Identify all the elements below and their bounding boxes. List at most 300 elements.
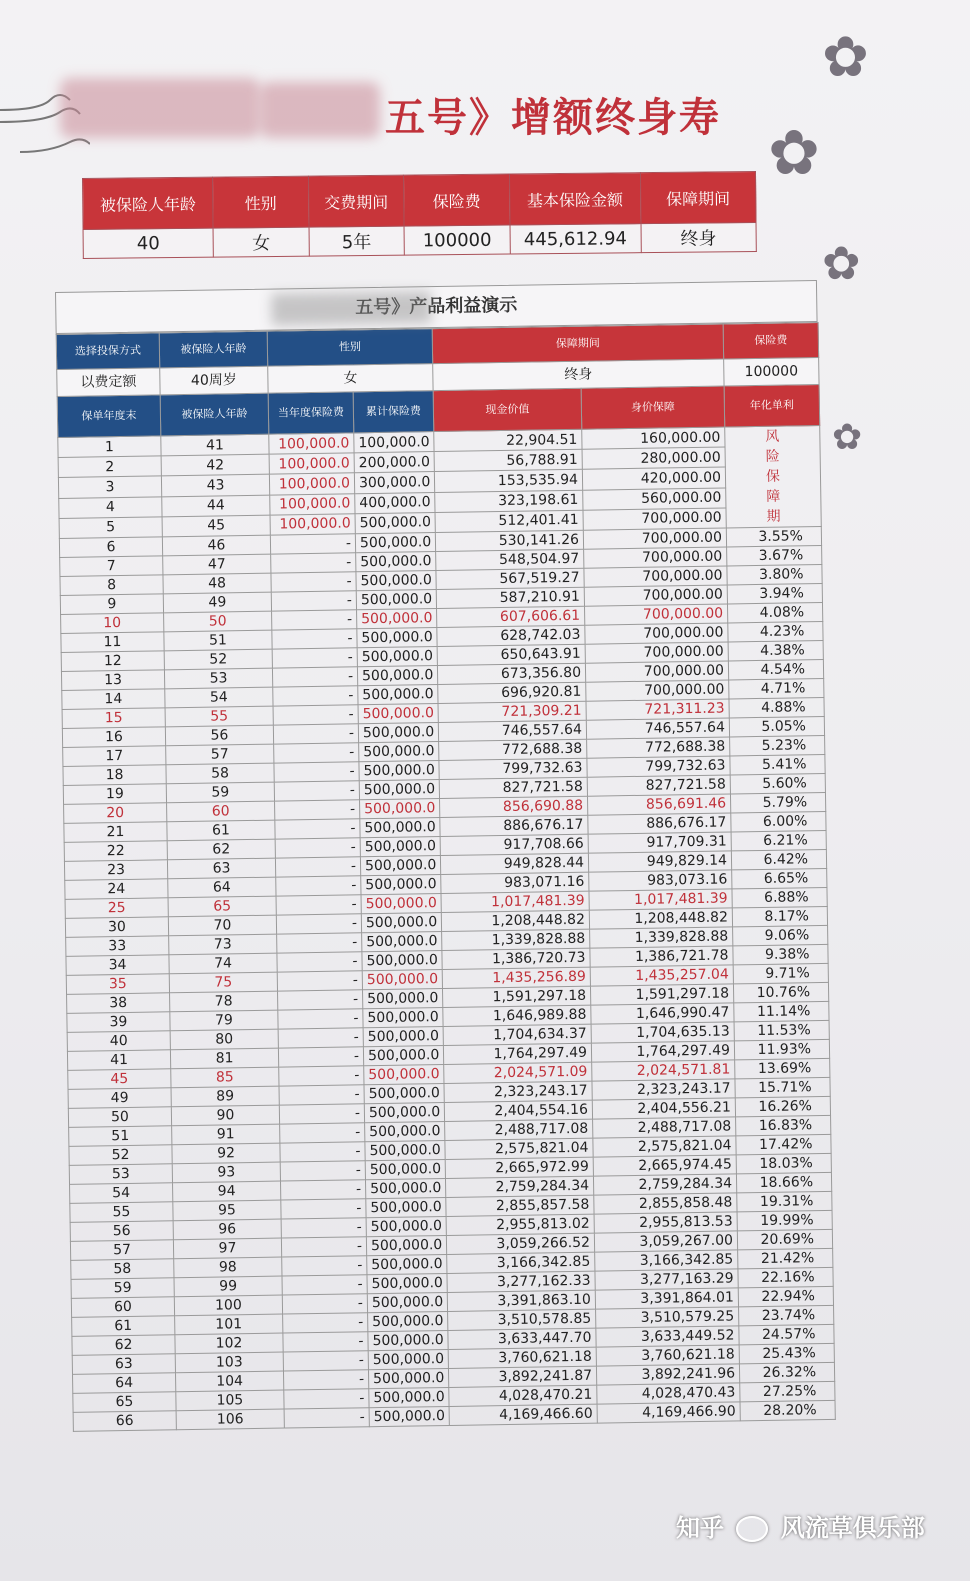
death-benefit-cell: 700,000.00 <box>584 547 727 568</box>
annual-premium-cell: - <box>279 1104 364 1124</box>
header-method: 选择投保方式 <box>56 333 160 370</box>
insured-age-cell: 73 <box>169 934 277 955</box>
cumulative-premium-cell: 500,000.0 <box>359 761 439 781</box>
cash-value-cell: 3,277,162.33 <box>447 1271 595 1292</box>
death-benefit-cell: 280,000.00 <box>582 447 725 469</box>
cash-value-cell: 721,309.21 <box>438 701 586 722</box>
death-benefit-cell: 1,386,721.78 <box>590 946 733 967</box>
death-benefit-cell: 160,000.00 <box>582 427 725 449</box>
cash-value-cell: 2,404,554.16 <box>444 1100 592 1121</box>
policy-year-cell: 25 <box>65 898 168 919</box>
insured-age-cell: 75 <box>169 972 277 993</box>
cash-value-cell: 827,721.58 <box>439 777 587 798</box>
annual-rate-cell: 3.55% <box>726 526 821 546</box>
death-benefit-cell: 1,208,448.82 <box>589 908 732 929</box>
insured-age-cell: 53 <box>164 668 272 689</box>
annual-premium-cell: - <box>279 1085 364 1105</box>
cash-value-cell: 2,488,717.08 <box>445 1119 593 1140</box>
insured-age-cell: 98 <box>174 1257 282 1278</box>
cumulative-premium-cell: 500,000.0 <box>367 1254 447 1274</box>
policy-year-cell: 41 <box>67 1050 170 1071</box>
insured-age-cell: 78 <box>170 991 278 1012</box>
summary-coverage: 终身 <box>641 222 757 252</box>
summary-sum-insured: 445,612.94 <box>510 224 641 254</box>
cumulative-premium-cell: 500,000.0 <box>368 1349 448 1369</box>
policy-year-cell: 49 <box>68 1088 171 1109</box>
cumulative-premium-cell: 500,000.0 <box>357 666 437 686</box>
death-benefit-cell: 1,764,297.49 <box>591 1041 734 1062</box>
cash-value-cell: 587,210.91 <box>436 587 584 608</box>
summary-header-gender: 性别 <box>213 176 309 228</box>
cumulative-premium-cell: 500,000.0 <box>357 628 437 648</box>
annual-rate-cell: 11.14% <box>734 1001 829 1021</box>
col-header-age: 被保险人年龄 <box>160 393 269 436</box>
annual-rate-cell: 3.80% <box>727 564 822 584</box>
insured-age-cell: 63 <box>167 858 275 879</box>
cumulative-premium-cell: 100,000.0 <box>354 432 434 453</box>
insured-age-cell: 55 <box>165 706 273 727</box>
header-insured-age: 被保险人年龄 <box>159 331 268 368</box>
annual-premium-cell: - <box>277 971 362 991</box>
death-benefit-cell: 886,676.17 <box>588 813 731 834</box>
annual-rate-cell: 6.88% <box>732 887 827 907</box>
policy-year-cell: 19 <box>63 784 166 805</box>
death-benefit-cell: 3,892,241.96 <box>596 1364 739 1385</box>
annual-rate-cell: 17.42% <box>736 1134 831 1154</box>
cumulative-premium-cell: 500,000.0 <box>361 894 441 914</box>
annual-premium-cell: - <box>280 1142 365 1162</box>
insured-age-cell: 45 <box>162 515 270 537</box>
annual-premium-cell: - <box>271 572 356 592</box>
redacted-area <box>60 78 260 138</box>
cumulative-premium-cell: 500,000.0 <box>362 951 442 971</box>
annual-rate-cell: 4.38% <box>728 640 823 660</box>
annual-rate-cell: 5.41% <box>730 754 825 774</box>
annual-rate-cell: 19.31% <box>737 1191 832 1211</box>
annual-premium-cell: - <box>276 914 361 934</box>
policy-year-cell: 21 <box>64 822 167 843</box>
death-benefit-cell: 827,721.58 <box>587 775 730 796</box>
insured-age-cell: 44 <box>162 495 270 517</box>
policy-year-cell: 51 <box>69 1126 172 1147</box>
death-benefit-cell: 917,709.31 <box>588 832 731 853</box>
col-header-cumulative-premium: 累计保险费 <box>353 391 434 433</box>
watermark <box>676 1508 925 1543</box>
insured-age-cell: 99 <box>174 1276 282 1297</box>
value-premium: 100000 <box>724 358 819 386</box>
summary-pay-period: 5年 <box>309 226 405 256</box>
annual-premium-cell: 100,000.0 <box>269 433 354 455</box>
insured-age-cell: 57 <box>166 744 274 765</box>
policy-year-cell: 62 <box>72 1335 175 1356</box>
flower-icon: ✿ <box>832 417 863 458</box>
death-benefit-cell: 2,759,284.34 <box>593 1174 736 1195</box>
cumulative-premium-cell: 500,000.0 <box>358 723 438 743</box>
annual-premium-cell: - <box>273 686 358 706</box>
annual-premium-cell: - <box>275 857 360 877</box>
death-benefit-cell: 1,646,990.47 <box>591 1003 734 1024</box>
policy-year-cell: 17 <box>63 746 166 767</box>
insured-age-cell: 50 <box>164 611 272 632</box>
annual-premium-cell: - <box>283 1370 368 1390</box>
cash-value-cell: 628,742.03 <box>437 625 585 646</box>
death-benefit-cell: 2,955,813.53 <box>594 1212 737 1233</box>
death-benefit-cell: 3,510,579.25 <box>596 1307 739 1328</box>
cumulative-premium-cell: 500,000.0 <box>363 1007 443 1027</box>
benefit-table <box>56 322 836 1432</box>
annual-rate-cell: 4.88% <box>729 697 824 717</box>
insured-age-cell: 79 <box>170 1010 278 1031</box>
policy-year-cell: 3 <box>58 476 161 498</box>
cash-value-cell: 673,356.80 <box>437 663 585 684</box>
death-benefit-cell: 700,000.00 <box>585 642 728 663</box>
death-benefit-cell: 1,339,828.88 <box>590 927 733 948</box>
cash-value-cell: 3,760,621.18 <box>448 1347 596 1368</box>
annual-premium-cell: - <box>272 648 357 668</box>
cumulative-premium-cell: 500,000.0 <box>364 1064 444 1084</box>
cumulative-premium-cell: 500,000.0 <box>360 856 440 876</box>
title-text: 五号》增额终身寿 <box>385 95 721 141</box>
cash-value-cell: 2,855,857.58 <box>446 1195 594 1216</box>
death-benefit-cell: 3,391,864.01 <box>595 1288 738 1309</box>
cumulative-premium-cell: 500,000.0 <box>362 932 442 952</box>
death-benefit-cell: 746,557.64 <box>586 718 729 739</box>
death-benefit-cell: 700,000.00 <box>585 661 728 682</box>
col-header-cash-value: 现金价值 <box>433 388 582 431</box>
policy-year-cell: 34 <box>66 955 169 976</box>
annual-rate-cell: 10.76% <box>733 982 828 1002</box>
header-coverage-period: 保障期间 <box>432 324 724 364</box>
cumulative-premium-cell: 500,000.0 <box>361 875 441 895</box>
cumulative-premium-cell: 500,000.0 <box>358 704 438 724</box>
col-header-annual-premium: 当年度保险费 <box>268 392 354 434</box>
insured-age-cell: 46 <box>162 535 270 556</box>
annual-rate-cell: 19.99% <box>737 1210 832 1230</box>
cumulative-premium-cell: 500,000.0 <box>363 1045 443 1065</box>
annual-premium-cell: 100,000.0 <box>269 473 354 495</box>
policy-year-cell: 11 <box>61 632 164 653</box>
cash-value-cell: 2,665,972.99 <box>445 1157 593 1178</box>
annual-rate-cell: 26.32% <box>739 1362 834 1382</box>
insured-age-cell: 80 <box>170 1029 278 1050</box>
cash-value-cell: 3,391,863.10 <box>447 1290 595 1311</box>
policy-year-cell: 12 <box>61 651 164 672</box>
policy-year-cell: 8 <box>60 575 163 596</box>
death-benefit-cell: 3,760,621.18 <box>596 1345 739 1366</box>
insured-age-cell: 65 <box>168 896 276 917</box>
cash-value-cell: 607,606.61 <box>437 606 585 627</box>
cumulative-premium-cell: 500,000.0 <box>367 1292 447 1312</box>
watermark-logo-icon <box>736 1516 768 1542</box>
death-benefit-cell: 4,169,466.90 <box>597 1402 740 1423</box>
benefit-illustration-sheet <box>55 280 835 1432</box>
summary-table <box>82 171 757 259</box>
summary-premium: 100000 <box>404 225 510 255</box>
policy-year-cell: 23 <box>64 860 167 881</box>
value-method: 以费定额 <box>57 368 160 397</box>
annual-premium-cell: - <box>275 819 360 839</box>
death-benefit-cell: 856,691.46 <box>587 794 730 815</box>
policy-year-cell: 10 <box>61 613 164 634</box>
cumulative-premium-cell: 500,000.0 <box>368 1311 448 1331</box>
death-benefit-cell: 772,688.38 <box>587 737 730 758</box>
summary-header-sum-insured: 基本保险金额 <box>509 173 640 225</box>
policy-year-cell: 64 <box>73 1373 176 1394</box>
annual-rate-cell: 5.05% <box>729 716 824 736</box>
cash-value-cell: 917,708.66 <box>440 834 588 855</box>
policy-year-cell: 30 <box>65 917 168 938</box>
annual-rate-cell: 4.08% <box>727 602 822 622</box>
annual-premium-cell: - <box>272 667 357 687</box>
insured-age-cell: 97 <box>173 1238 281 1259</box>
insured-age-cell: 81 <box>170 1048 278 1069</box>
death-benefit-cell: 2,575,821.04 <box>593 1136 736 1157</box>
cash-value-cell: 3,892,241.87 <box>448 1366 596 1387</box>
policy-year-cell: 66 <box>73 1411 176 1432</box>
cash-value-cell: 799,732.63 <box>439 758 587 779</box>
insured-age-cell: 89 <box>171 1086 279 1107</box>
insured-age-cell: 49 <box>163 592 271 613</box>
death-benefit-cell: 1,704,635.13 <box>591 1022 734 1043</box>
annual-rate-cell: 23.74% <box>739 1305 834 1325</box>
cash-value-cell: 3,633,447.70 <box>448 1328 596 1349</box>
cumulative-premium-cell: 500,000.0 <box>355 533 435 553</box>
annual-premium-cell: - <box>281 1218 366 1238</box>
redacted-area <box>271 291 431 326</box>
cash-value-cell: 512,401.41 <box>435 510 583 533</box>
policy-year-cell: 6 <box>59 537 162 558</box>
cash-value-cell: 1,386,720.73 <box>442 948 590 969</box>
annual-premium-cell: - <box>271 591 356 611</box>
insured-age-cell: 100 <box>174 1295 282 1316</box>
annual-rate-cell: 22.16% <box>738 1267 833 1287</box>
col-header-annual-rate: 年化单利 <box>724 385 820 427</box>
death-benefit-cell: 700,000.00 <box>585 623 728 644</box>
policy-year-cell: 40 <box>67 1031 170 1052</box>
annual-rate-cell: 4.23% <box>728 621 823 641</box>
death-benefit-cell: 4,028,470.43 <box>597 1383 740 1404</box>
policy-year-cell: 18 <box>63 765 166 786</box>
cumulative-premium-cell: 300,000.0 <box>354 472 434 493</box>
policy-year-cell: 9 <box>60 594 163 615</box>
annual-rate-cell: 3.94% <box>727 583 822 603</box>
annual-premium-cell: - <box>270 534 355 554</box>
annual-rate-cell: 6.21% <box>731 830 826 850</box>
annual-rate-cell: 18.03% <box>736 1153 831 1173</box>
summary-gender: 女 <box>213 227 309 257</box>
death-benefit-cell: 560,000.00 <box>583 488 726 510</box>
value-coverage-period: 终身 <box>433 359 724 391</box>
insured-age-cell: 41 <box>161 434 269 456</box>
policy-year-cell: 1 <box>58 436 161 458</box>
cumulative-premium-cell: 500,000.0 <box>357 647 437 667</box>
watermark-site: 知乎 <box>676 1514 724 1542</box>
annual-rate-cell: 16.83% <box>736 1115 831 1135</box>
cumulative-premium-cell: 500,000.0 <box>364 1083 444 1103</box>
death-benefit-cell: 799,732.63 <box>587 756 730 777</box>
annual-rate-cell: 11.93% <box>734 1039 829 1059</box>
watermark-author: 风流草俱乐部 <box>780 1514 925 1542</box>
insured-age-cell: 91 <box>172 1124 280 1145</box>
annual-premium-cell: - <box>281 1237 366 1257</box>
cash-value-cell: 3,059,266.52 <box>446 1233 594 1254</box>
annual-rate-cell: 5.60% <box>730 773 825 793</box>
sheet-title-text: 五号》产品利益演示 <box>355 294 518 319</box>
risk-period-text: 风险保障期 <box>765 428 781 525</box>
policy-year-cell: 59 <box>71 1278 174 1299</box>
annual-rate-cell: 24.57% <box>739 1324 834 1344</box>
annual-premium-cell: - <box>282 1256 367 1276</box>
policy-year-cell: 35 <box>66 974 169 995</box>
annual-premium-cell: - <box>273 705 358 725</box>
cumulative-premium-cell: 500,000.0 <box>357 609 437 629</box>
annual-premium-cell: - <box>279 1066 364 1086</box>
cash-value-cell: 323,198.61 <box>435 490 583 513</box>
cash-value-cell: 2,575,821.04 <box>445 1138 593 1159</box>
cash-value-cell: 696,920.81 <box>438 682 586 703</box>
policy-year-cell: 56 <box>70 1221 173 1242</box>
cumulative-premium-cell: 500,000.0 <box>362 988 442 1008</box>
cumulative-premium-cell: 400,000.0 <box>355 492 435 513</box>
cash-value-cell: 983,071.16 <box>441 872 589 893</box>
insured-age-cell: 106 <box>176 1409 284 1430</box>
death-benefit-cell: 700,000.00 <box>586 680 729 701</box>
cash-value-cell: 1,208,448.82 <box>441 910 589 931</box>
cumulative-premium-cell: 500,000.0 <box>366 1235 446 1255</box>
death-benefit-cell: 700,000.00 <box>583 528 726 549</box>
cash-value-cell: 856,690.88 <box>440 796 588 817</box>
policy-year-cell: 58 <box>71 1259 174 1280</box>
cumulative-premium-cell: 500,000.0 <box>364 1102 444 1122</box>
policy-year-cell: 5 <box>59 517 162 539</box>
cumulative-premium-cell: 500,000.0 <box>367 1273 447 1293</box>
policy-year-cell: 52 <box>69 1145 172 1166</box>
policy-year-cell: 16 <box>62 727 165 748</box>
annual-premium-cell: - <box>276 876 361 896</box>
insured-age-cell: 52 <box>164 649 272 670</box>
summary-age: 40 <box>83 228 214 258</box>
policy-year-cell: 54 <box>70 1183 173 1204</box>
annual-rate-cell: 6.65% <box>732 868 827 888</box>
policy-year-cell: 63 <box>72 1354 175 1375</box>
annual-premium-cell: - <box>283 1313 368 1333</box>
insured-age-cell: 105 <box>176 1390 284 1411</box>
cumulative-premium-cell: 500,000.0 <box>355 512 435 534</box>
insured-age-cell: 70 <box>168 915 276 936</box>
death-benefit-cell: 2,024,571.81 <box>592 1060 735 1081</box>
insured-age-cell: 104 <box>175 1371 283 1392</box>
death-benefit-cell: 3,277,163.29 <box>595 1269 738 1290</box>
cumulative-premium-cell: 500,000.0 <box>362 970 442 990</box>
insured-age-cell: 58 <box>166 763 274 784</box>
death-benefit-cell: 3,059,267.00 <box>594 1231 737 1252</box>
death-benefit-cell: 1,435,257.04 <box>590 965 733 986</box>
death-benefit-cell: 2,488,717.08 <box>593 1117 736 1138</box>
death-benefit-cell: 1,591,297.18 <box>590 984 733 1005</box>
value-age: 40周岁 <box>160 366 268 395</box>
annual-rate-cell: 8.17% <box>732 906 827 926</box>
cumulative-premium-cell: 500,000.0 <box>366 1216 446 1236</box>
annual-premium-cell: - <box>282 1275 367 1295</box>
summary-header-age: 被保险人年龄 <box>83 177 214 229</box>
flower-icon: ✿ <box>822 25 869 90</box>
annual-rate-cell: 9.06% <box>733 925 828 945</box>
cumulative-premium-cell: 500,000.0 <box>356 571 436 591</box>
col-header-year: 保单年度末 <box>57 395 161 438</box>
insured-age-cell: 74 <box>169 953 277 974</box>
cash-value-cell: 567,519.27 <box>436 568 584 589</box>
annual-rate-cell: 21.42% <box>738 1248 833 1268</box>
death-benefit-cell: 700,000.00 <box>583 508 726 530</box>
cumulative-premium-cell: 500,000.0 <box>359 780 439 800</box>
cash-value-cell: 548,504.97 <box>436 549 584 570</box>
insured-age-cell: 61 <box>167 820 275 841</box>
insured-age-cell: 54 <box>165 687 273 708</box>
header-gender: 性别 <box>267 329 433 367</box>
policy-year-cell: 55 <box>70 1202 173 1223</box>
cash-value-cell: 4,169,466.60 <box>449 1404 597 1425</box>
cash-value-cell: 949,828.44 <box>440 853 588 874</box>
value-gender: 女 <box>268 364 433 394</box>
cumulative-premium-cell: 500,000.0 <box>365 1140 445 1160</box>
death-benefit-cell: 2,323,243.17 <box>592 1079 735 1100</box>
annual-premium-cell: - <box>277 933 362 953</box>
annual-rate-cell: 16.26% <box>735 1096 830 1116</box>
annual-premium-cell: - <box>272 629 357 649</box>
cash-value-cell: 2,955,813.02 <box>446 1214 594 1235</box>
insured-age-cell: 60 <box>167 801 275 822</box>
annual-premium-cell: - <box>278 990 363 1010</box>
cash-value-cell: 530,141.26 <box>435 530 583 551</box>
policy-year-cell: 61 <box>72 1316 175 1337</box>
policy-year-cell: 4 <box>59 496 162 518</box>
redacted-area <box>260 82 380 138</box>
cash-value-cell: 3,166,342.85 <box>447 1252 595 1273</box>
insured-age-cell: 95 <box>173 1200 281 1221</box>
cumulative-premium-cell: 500,000.0 <box>360 837 440 857</box>
annual-premium-cell: - <box>282 1294 367 1314</box>
policy-year-cell: 15 <box>62 708 165 729</box>
policy-year-cell: 20 <box>64 803 167 824</box>
annual-rate-cell: 27.25% <box>740 1381 835 1401</box>
annual-rate-cell: 13.69% <box>735 1058 830 1078</box>
insured-age-cell: 85 <box>171 1067 279 1088</box>
cash-value-cell: 746,557.64 <box>438 720 586 741</box>
annual-rate-cell: 5.23% <box>730 735 825 755</box>
insured-age-cell: 43 <box>161 475 269 497</box>
cash-value-cell: 2,323,243.17 <box>444 1081 592 1102</box>
annual-premium-cell: - <box>275 800 360 820</box>
annual-premium-cell: - <box>280 1161 365 1181</box>
policy-year-cell: 33 <box>66 936 169 957</box>
cumulative-premium-cell: 500,000.0 <box>358 685 438 705</box>
death-benefit-cell: 2,855,858.48 <box>594 1193 737 1214</box>
cash-value-cell: 56,788.91 <box>434 449 582 472</box>
insured-age-cell: 64 <box>168 877 276 898</box>
annual-rate-cell: 4.54% <box>728 659 823 679</box>
insured-age-cell: 103 <box>175 1352 283 1373</box>
annual-rate-cell: 25.43% <box>739 1343 834 1363</box>
insured-age-cell: 56 <box>165 725 273 746</box>
insured-age-cell: 47 <box>163 554 271 575</box>
death-benefit-cell: 3,166,342.85 <box>595 1250 738 1271</box>
annual-rate-cell: 9.71% <box>733 963 828 983</box>
cash-value-cell: 22,904.51 <box>434 429 582 452</box>
death-benefit-cell: 2,665,974.45 <box>593 1155 736 1176</box>
summary-header-premium: 保险费 <box>404 174 510 226</box>
annual-premium-cell: - <box>284 1389 369 1409</box>
insured-age-cell: 59 <box>166 782 274 803</box>
